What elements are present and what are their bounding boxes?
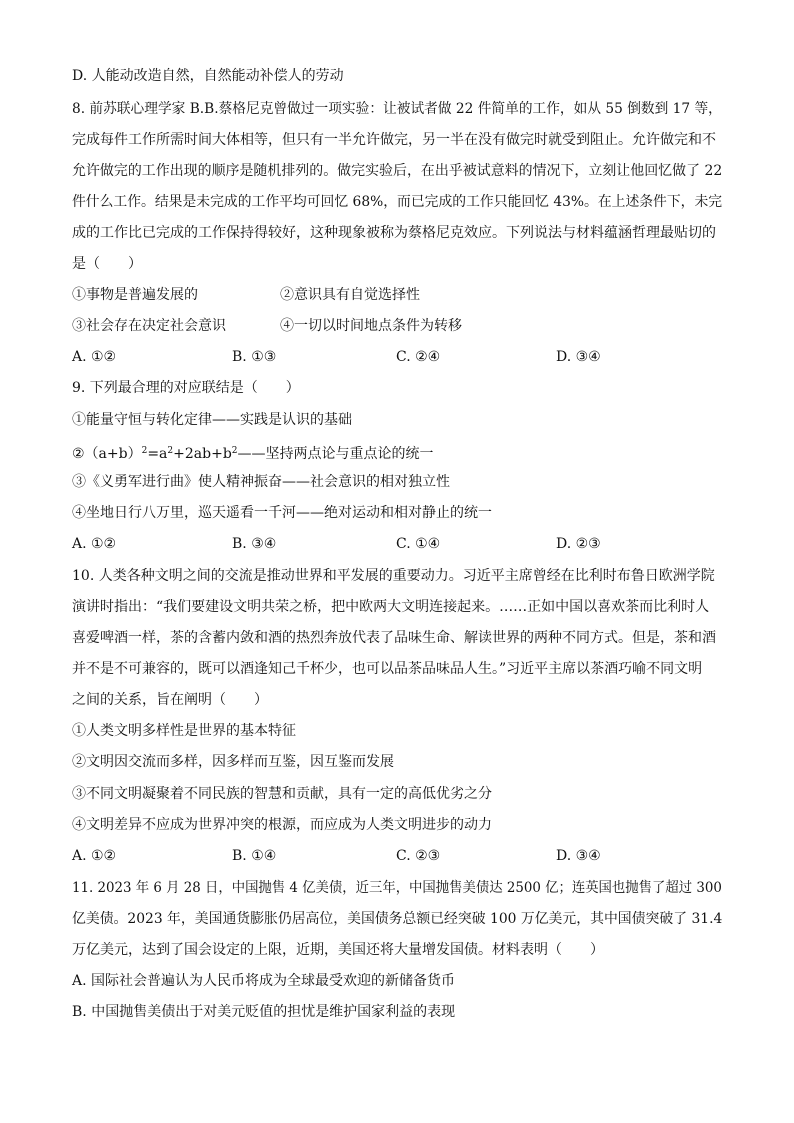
q8-statement-4: ④一切以时间地点条件为转移	[280, 318, 462, 334]
q8-stem-line: 成的工作比已完成的工作保持得较好，这种现象被称为蔡格尼克效应。下列说法与材料蕴涵哲理最贴切的	[72, 225, 716, 241]
q9-statement-2-prefix: ②（a+b）	[72, 446, 142, 462]
q9-statement-2	[72, 441, 434, 464]
q9-statement-1: ①能量守恒与转化定律——实践是认识的基础	[72, 412, 352, 428]
q10-option-b: B. ①④	[232, 848, 277, 864]
q10-statement-3: ③不同文明凝聚着不同民族的智慧和贡献，具有一定的高低优劣之分	[72, 786, 492, 802]
q10-stem-line: 10. 人类各种文明之间的交流是推动世界和平发展的重要动力。习近平主席曾经在比利时布鲁日欧洲学院	[72, 568, 715, 584]
q9-option-d: D. ②③	[556, 536, 601, 552]
q8-stem-line: 8. 前苏联心理学家 B.B.蔡格尼克曾做过一项实验：让被试者做 22 件简单的工作，如从 55 倒数到 17 等，	[72, 101, 722, 117]
q9-statement-2-suffix: ——坚持两点论与重点论的统一	[237, 446, 434, 462]
q10-option-d: D. ③④	[556, 848, 601, 864]
q10-stem-line: 喜爱啤酒一样，茶的含蓄内敛和酒的热烈奔放代表了品味生命、解读世界的两种不同方式。但是，茶和酒	[72, 630, 716, 646]
q8-statement-1: ①事物是普遍发展的	[72, 287, 198, 303]
q9-option-b: B. ③④	[232, 536, 277, 552]
exponent: 2	[141, 446, 148, 456]
q8-option-d: D. ③④	[556, 349, 601, 365]
q8-option-b: B. ①③	[232, 349, 277, 365]
q7-option-d: D. 人能动改造自然，自然能动补偿人的劳动	[72, 68, 344, 84]
q9-stem: 9. 下列最合理的对应联结是（ ）	[72, 380, 300, 396]
q9-statement-3: ③《义勇军进行曲》使人精神振奋——社会意识的相对独立性	[72, 474, 450, 490]
q10-stem-line: 并不是不可兼容的，既可以酒逢知己千杯少，也可以品茶品味品人生。”习近平主席以茶酒巧喻不同文明	[72, 661, 703, 677]
q8-statement-2: ②意识具有自觉选择性	[280, 287, 420, 303]
q10-statement-4: ④文明差异不应成为世界冲突的根源，而应成为人类文明进步的动力	[72, 817, 492, 833]
q11-stem-line: 亿美债。2023 年，美国通货膨胀仍居高位，美国债务总额已经突破 100 万亿美元，其中国债突破了 31.4	[72, 911, 723, 927]
q9-statement-4: ④坐地日行八万里，巡天遥看一千河——绝对运动和相对静止的统一	[72, 505, 492, 521]
q9-option-a: A. ①②	[72, 536, 117, 552]
q8-stem-line: 是（ ）	[72, 256, 142, 272]
q10-stem-line: 之间的关系，旨在阐明（ ）	[72, 692, 268, 708]
q11-option-a: A. 国际社会普遍认为人民币将成为全球最受欢迎的新储备货币	[72, 973, 456, 989]
q10-stem-line: 演讲时指出：“我们要建设文明共荣之桥，把中欧两大文明连接起来。……正如中国以喜欢茶而比利时人	[72, 599, 710, 615]
exponent: 2	[167, 446, 174, 456]
q11-option-b: B. 中国抛售美债出于对美元贬值的担忧是维护国家利益的表现	[72, 1004, 456, 1020]
q10-option-a: A. ①②	[72, 848, 117, 864]
q8-option-c: C. ②④	[396, 349, 441, 365]
q9-statement-2-mid2: +2ab+b	[173, 446, 232, 462]
q8-statement-3: ③社会存在决定社会意识	[72, 318, 226, 334]
q10-option-c: C. ②③	[396, 848, 441, 864]
q8-stem-line: 完成每件工作所需时间大体相等，但只有一半允许做完，另一半在没有做完时就受到阻止。允许做完和不	[72, 132, 716, 148]
q11-stem-line: 万亿美元，达到了国会设定的上限，近期，美国还将大量增发国债。材料表明（ ）	[72, 942, 604, 958]
q8-stem-line: 允许做完的工作出现的顺序是随机排列的。做完实验后，在出乎被试意料的情况下，立刻让他回忆做了 22	[72, 163, 723, 179]
q9-option-c: C. ①④	[396, 536, 441, 552]
q8-option-a: A. ①②	[72, 349, 117, 365]
q9-statement-2-mid: =a	[147, 446, 168, 462]
q8-stem-line: 件什么工作。结果是未完成的工作平均可回忆 68%，而已完成的工作只能回忆 43%。在上述条件下，未完	[72, 194, 723, 210]
q10-statement-2: ②文明因交流而多样，因多样而互鉴，因互鉴而发展	[72, 754, 394, 770]
q11-stem-line: 11. 2023 年 6 月 28 日，中国抛售 4 亿美债，近三年，中国抛售美债达 2500 亿；连英国也抛售了超过 300	[72, 880, 722, 896]
q10-statement-1: ①人类文明多样性是世界的基本特征	[72, 723, 296, 739]
exponent: 2	[231, 446, 238, 456]
